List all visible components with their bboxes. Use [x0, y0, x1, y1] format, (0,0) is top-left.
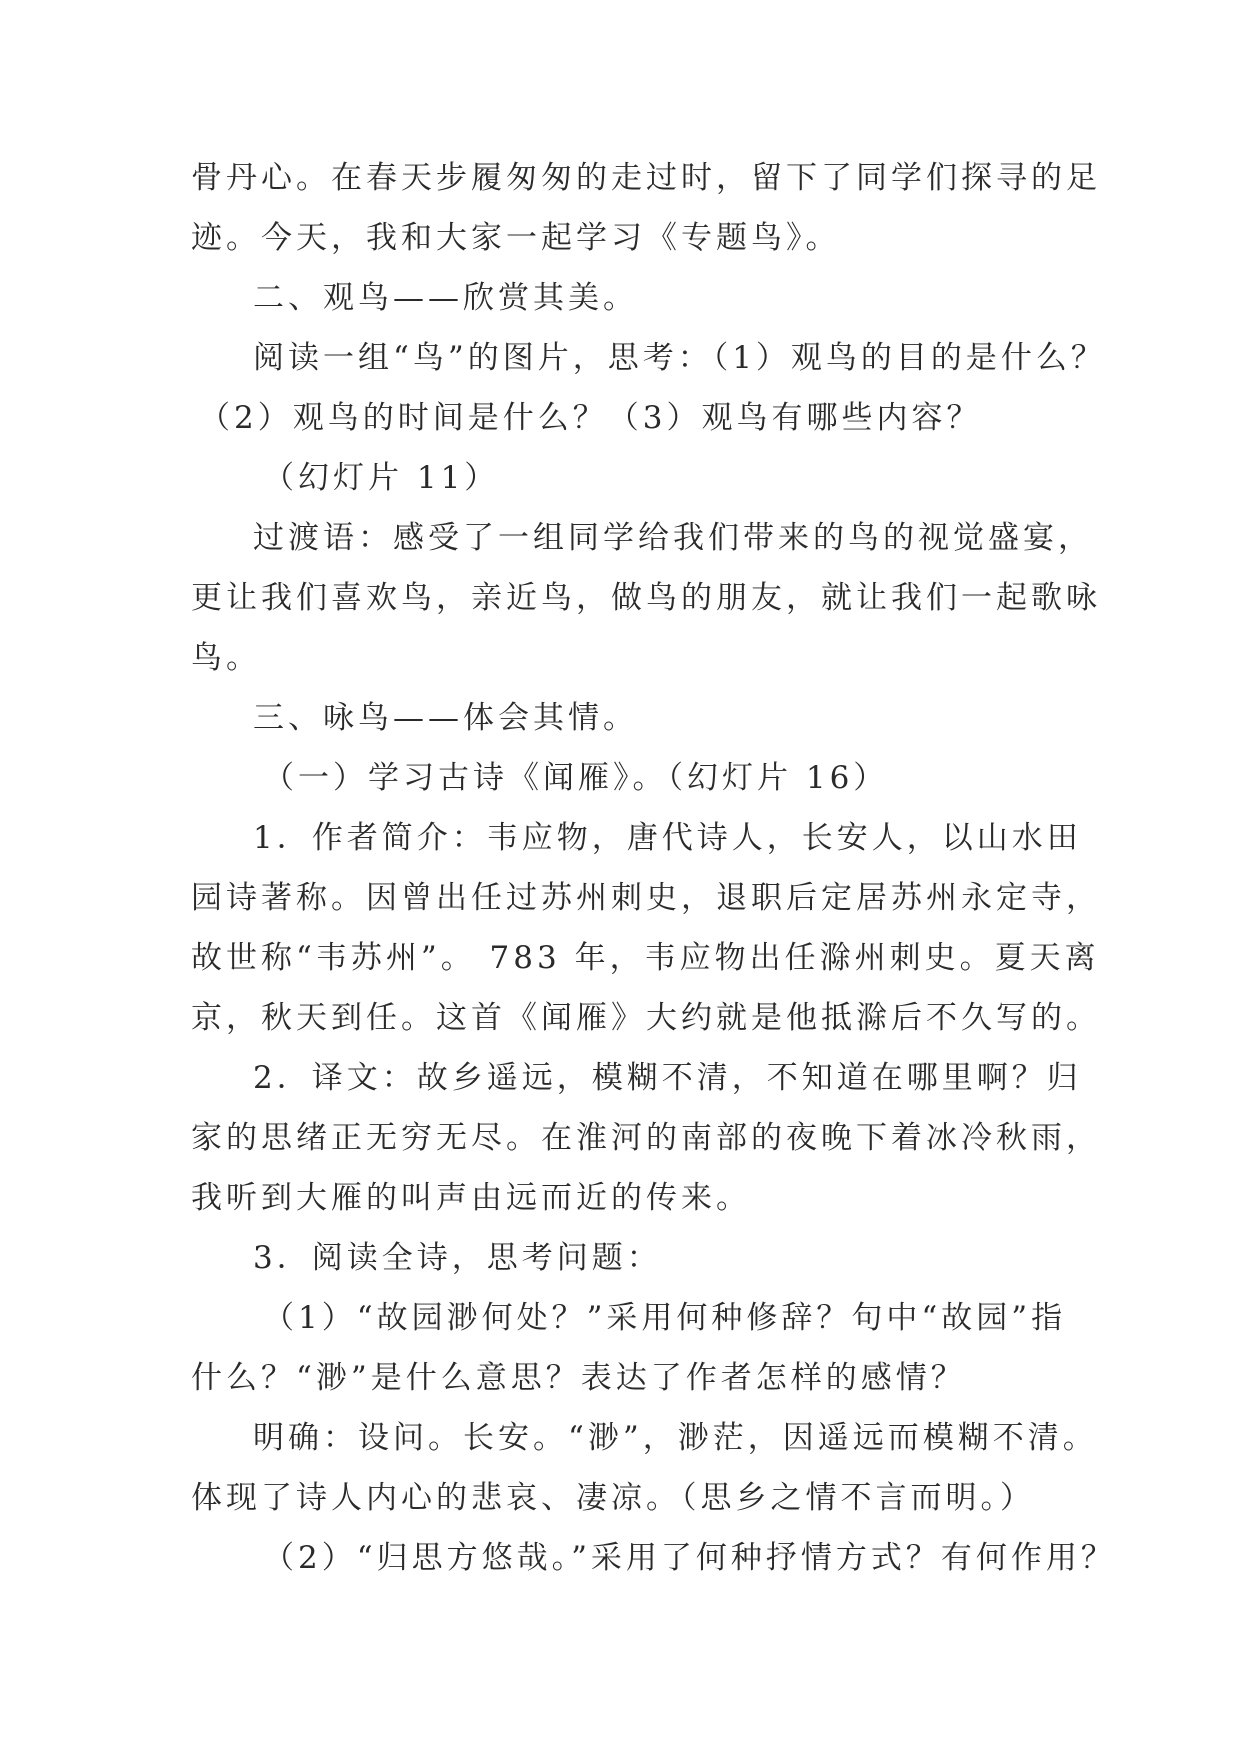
text-line: （2）观鸟的时间是什么？（3）观鸟有哪些内容？: [199, 400, 982, 436]
text-line: 故世称“韦苏州”。 783 年，韦应物出任滁州刺史。夏天离: [191, 940, 1100, 976]
text-line: 园诗著称。因曾出任过苏州刺史，退职后定居苏州永定寺，: [191, 880, 1101, 916]
question-line: （1）“故园渺何处？”采用何种修辞？句中“故园”指: [263, 1300, 1067, 1336]
section-heading: 二、观鸟——欣赏其美。: [253, 280, 638, 316]
text-line: 过渡语：感受了一组同学给我们带来的鸟的视觉盛宴，: [253, 520, 1093, 556]
answer-line: 体现了诗人内心的悲哀、凄凉。（思乡之情不言而明。）: [191, 1480, 1035, 1516]
text-line: 家的思绪正无穷无尽。在淮河的南部的夜晚下着冰冷秋雨，: [191, 1120, 1101, 1156]
slide-reference: （幻灯片 11）: [263, 460, 500, 496]
answer-line: 明确：设问。长安。“渺”，渺茫，因遥远而模糊不清。: [253, 1420, 1098, 1456]
text-line: 3．阅读全诗，思考问题：: [253, 1240, 662, 1276]
question-line: （2）“归思方悠哉。”采用了何种抒情方式？有何作用？: [263, 1540, 1116, 1576]
text-line: 更让我们喜欢鸟，亲近鸟，做鸟的朋友，就让我们一起歌咏: [191, 580, 1101, 616]
text-line: 我听到大雁的叫声由远而近的传来。: [191, 1180, 751, 1216]
text-line: 2．译文：故乡遥远，模糊不清，不知道在哪里啊？归: [253, 1060, 1082, 1096]
section-heading: 三、咏鸟——体会其情。: [253, 700, 638, 736]
subsection-heading: （一）学习古诗《闻雁》。（幻灯片 16）: [263, 760, 889, 796]
text-line: 1．作者简介：韦应物，唐代诗人，长安人，以山水田: [253, 820, 1082, 856]
text-line: 阅读一组“鸟”的图片，思考：（1）观鸟的目的是什么？: [253, 340, 1106, 376]
text-line: 迹。今天，我和大家一起学习《专题鸟》。: [191, 220, 841, 256]
text-line: 鸟。: [191, 640, 261, 676]
question-line: 什么？“渺”是什么意思？表达了作者怎样的感情？: [191, 1360, 966, 1396]
text-line: 京，秋天到任。这首《闻雁》大约就是他抵滁后不久写的。: [191, 1000, 1101, 1036]
text-line: 骨丹心。在春天步履匆匆的走过时，留下了同学们探寻的足: [191, 160, 1101, 196]
